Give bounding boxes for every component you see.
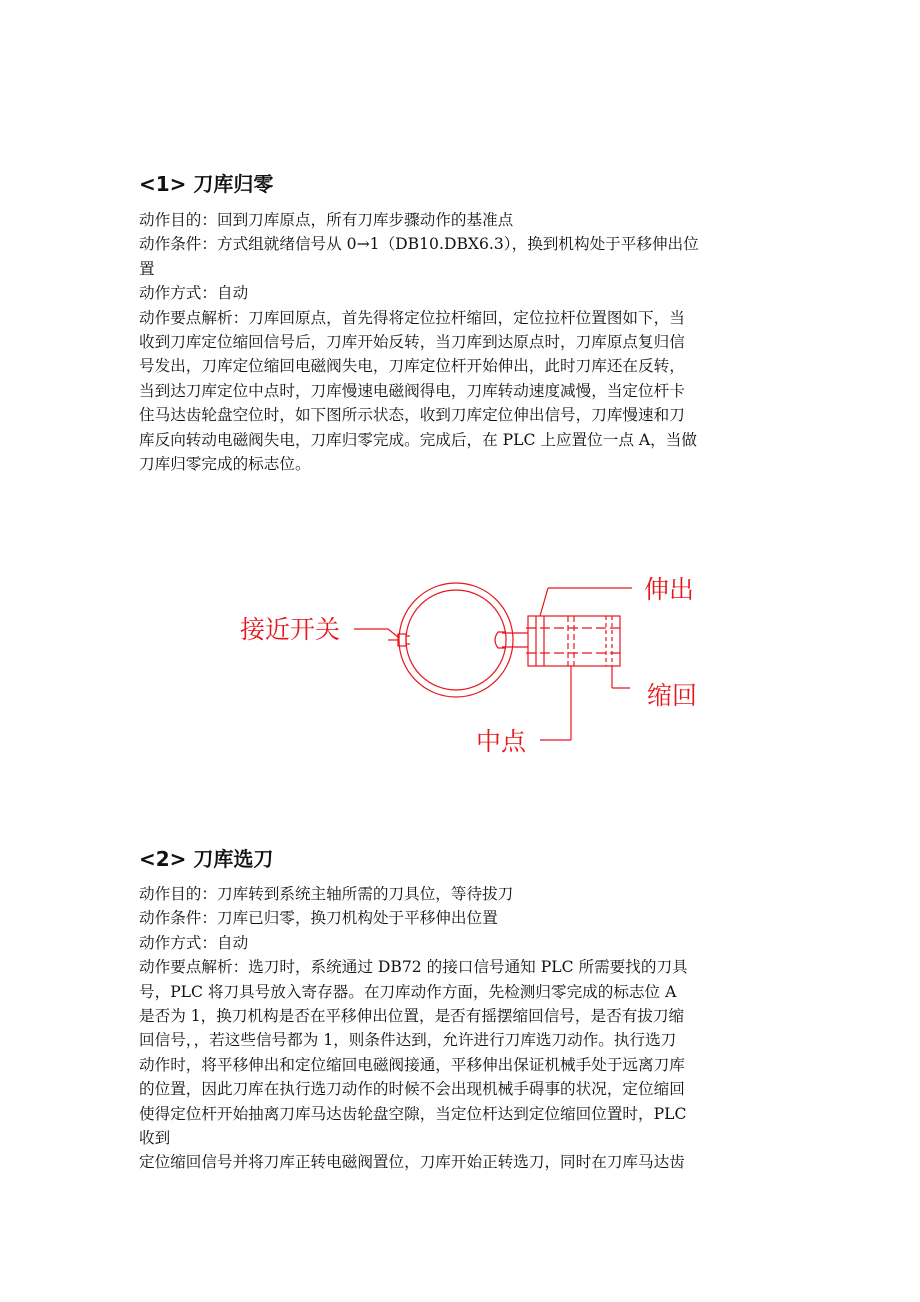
text-line: 动作目的：回到刀库原点，所有刀库步骤动作的基准点 — [139, 211, 514, 229]
text-line: 动作要点解析：刀库回原点，首先得将定位拉杆缩回，定位拉杆位置图如下，当 — [139, 308, 685, 327]
text-line: 号，PLC 将刀具号放入寄存器。在刀库动作方面，先检测归零完成的标志位 A — [139, 982, 677, 1001]
text-line: 动作方式：自动 — [139, 284, 249, 303]
text-line: 收到 — [139, 1129, 171, 1148]
text-line: 置 — [139, 259, 155, 278]
section-2-title: <2> 刀库选刀 — [139, 847, 274, 871]
text-line: 是否为 1，换刀机构是否在平移伸出位置，是否有摇摆缩回信号，是否有拔刀缩 — [139, 1007, 685, 1026]
text-line: 号发出，刀库定位缩回电磁阀失电，刀库定位杆开始伸出，此时刀库还在反转， — [139, 357, 685, 376]
text-line: 刀库归零完成的标志位。 — [139, 455, 311, 474]
text-line: 使得定位杆开始抽离刀库马达齿轮盘空隙，当定位杆达到定位缩回位置时，PLC — [139, 1104, 687, 1123]
leader-line-extend — [540, 588, 548, 616]
gear-disc-inner-ring — [406, 590, 506, 690]
text-line: 动作时，将平移伸出和定位缩回电磁阀接通，平移伸出保证机械手处于远离刀库 — [139, 1055, 685, 1074]
text-line: 回信号，，若这些信号都为 1，则条件达到，允许进行刀库选刀动作。执行选刀 — [139, 1031, 677, 1050]
section-1-title: <1> 刀库归零 — [139, 172, 274, 196]
text-line: 住马达齿轮盘空位时，如下图所示状态，收到刀库定位伸出信号，刀库慢速和刀 — [139, 406, 685, 425]
text-line: 动作目的：刀库转到系统主轴所需的刀具位，等待拔刀 — [139, 885, 514, 903]
text-line: 动作条件：方式组就绪信号从 0→1（DB10.DBX6.3），换到机构处于平移伸出位 — [139, 235, 699, 254]
label-proximity-switch: 接近开关 — [240, 615, 341, 644]
gear-disc-notch — [495, 632, 506, 648]
text-line: 动作条件：刀库已归零，换刀机构处于平移伸出位置 — [139, 909, 498, 928]
text-line: 收到刀库定位缩回信号后，刀库开始反转，当刀库到达原点时，刀库原点复归信 — [139, 333, 685, 352]
positioning-rod-diagram — [230, 560, 710, 760]
text-line: 定位缩回信号并将刀库正转电磁阀置位，刀库开始正转选刀，同时在刀库马达齿 — [139, 1153, 685, 1172]
label-midpoint: 中点 — [476, 727, 527, 756]
label-extend: 伸出 — [644, 575, 695, 604]
label-retract: 缩回 — [647, 681, 698, 710]
text-line: 的位置，因此刀库在执行选刀动作的时候不会出现机械手碍事的状况，定位缩回 — [139, 1080, 685, 1099]
text-line: 动作要点解析：选刀时，系统通过 DB72 的接口信号通知 PLC 所需要找的刀具 — [139, 958, 688, 977]
section-1-body — [139, 208, 789, 476]
text-line: 动作方式：自动 — [139, 933, 249, 952]
text-line: 库反向转动电磁阀失电，刀库归零完成。完成后，在 PLC 上应置位一点 A，当做 — [139, 430, 697, 449]
section-2-body — [139, 882, 789, 1175]
gear-disc-outer-ring — [399, 583, 513, 697]
text-line: 当到达刀库定位中点时，刀库慢速电磁阀得电，刀库转动速度减慢，当定位杆卡 — [139, 381, 685, 400]
